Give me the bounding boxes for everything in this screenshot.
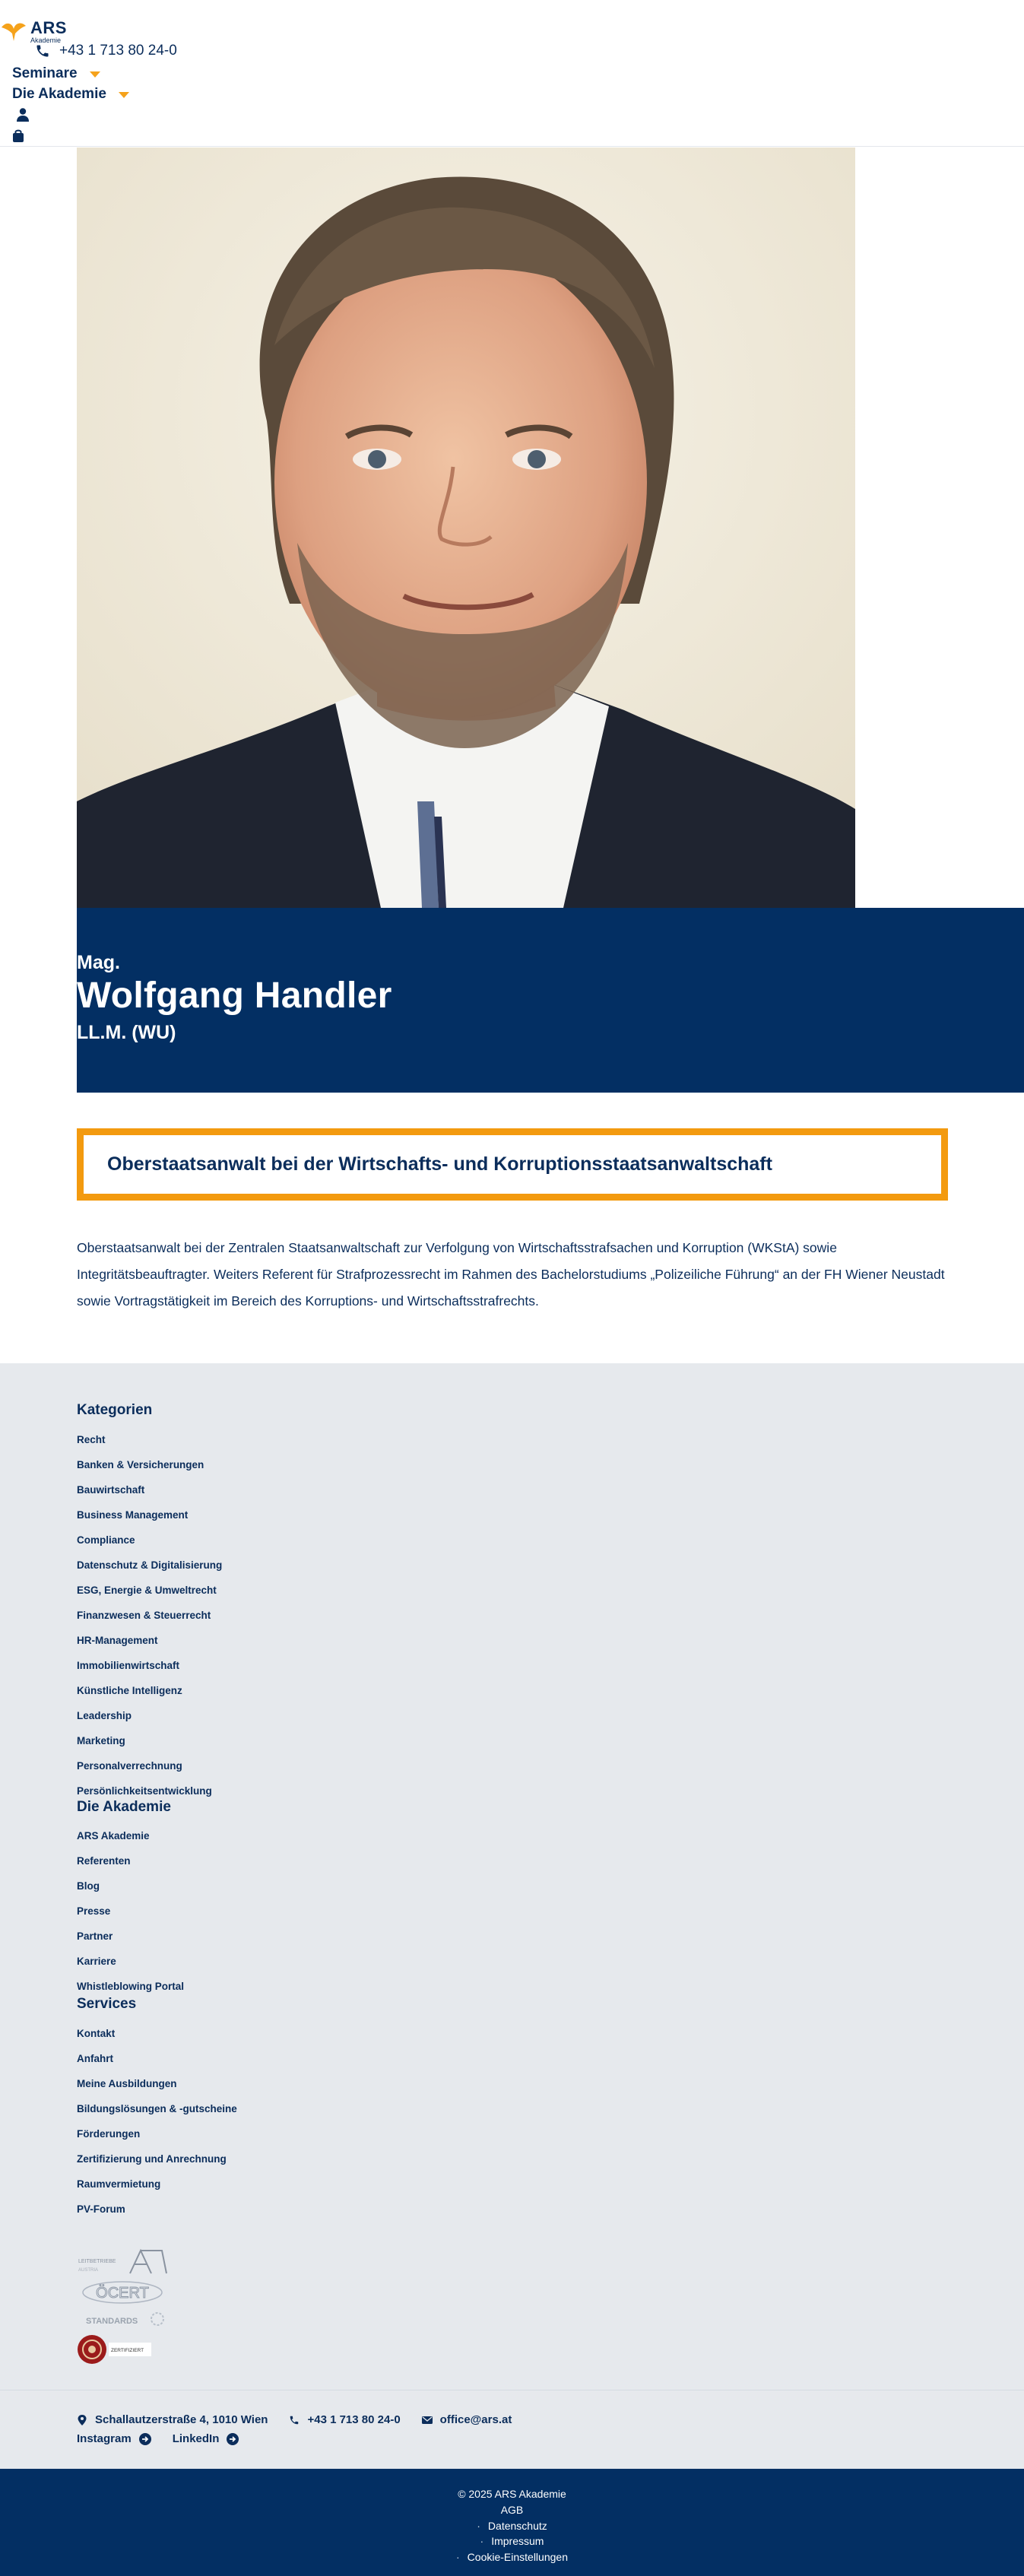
standards-logo xyxy=(77,2310,168,2330)
footer-services-title: Services xyxy=(77,1996,137,2012)
footer-link[interactable]: Leadership xyxy=(77,1710,132,1721)
footer-link[interactable]: Karriere xyxy=(77,1956,116,1967)
nav-seminare[interactable] xyxy=(12,65,100,82)
footer-link[interactable]: Personalverrechnung xyxy=(77,1760,182,1772)
nav-seminare-label: Seminare xyxy=(12,65,78,81)
bullet-icon: · xyxy=(456,2550,460,2563)
instagram-label: Instagram xyxy=(77,2432,132,2445)
phone-icon xyxy=(289,2415,300,2425)
logo-bird-icon xyxy=(0,20,27,43)
footer-link[interactable]: Meine Ausbildungen xyxy=(77,2078,177,2089)
contact-email[interactable] xyxy=(422,2413,512,2426)
legal-link-agb[interactable] xyxy=(0,2502,1024,2518)
footer-link[interactable]: Bauwirtschaft xyxy=(77,1484,145,1496)
footer-link[interactable]: Förderungen xyxy=(77,2128,141,2140)
footer-services-list xyxy=(77,2027,237,2228)
footer-link[interactable]: Whistleblowing Portal xyxy=(77,1981,184,1992)
footer-link[interactable]: Referenten xyxy=(77,1855,131,1867)
logo-title: ARS xyxy=(30,18,67,37)
footer-contact-bar xyxy=(0,2390,1024,2469)
legal-link-label: Datenschutz xyxy=(487,2519,547,2532)
legal-link-impressum[interactable] xyxy=(0,2533,1024,2549)
social-links xyxy=(77,2432,239,2445)
speaker-name: Wolfgang Handler xyxy=(77,976,392,1016)
legal-link-label: Impressum xyxy=(491,2535,544,2547)
contact-address-text: Schallautzerstraße 4, 1010 Wien xyxy=(95,2413,268,2426)
site-header xyxy=(0,0,1024,147)
footer-link[interactable]: PV-Forum xyxy=(77,2203,125,2215)
oecert-logo xyxy=(77,2279,168,2305)
map-pin-icon xyxy=(77,2415,87,2425)
linkedin-link[interactable] xyxy=(173,2432,239,2445)
footer-link[interactable]: Raumvermietung xyxy=(77,2178,161,2190)
logo[interactable] xyxy=(0,20,67,44)
footer-link[interactable]: Blog xyxy=(77,1880,100,1892)
instagram-link[interactable] xyxy=(77,2432,151,2445)
leitbetriebe-logo xyxy=(77,2248,168,2278)
svg-text:ZERTIFIZIERT: ZERTIFIZIERT xyxy=(111,2348,144,2353)
header-phone-number: +43 1 713 80 24-0 xyxy=(59,43,177,59)
copyright: © 2025 ARS Akademie xyxy=(458,2488,566,2500)
footer-link[interactable]: Zertifizierung und Anrechnung xyxy=(77,2153,227,2165)
bullet-icon: · xyxy=(480,2535,484,2547)
footer-kategorien-title: Kategorien xyxy=(77,1402,153,1418)
footer-link[interactable]: Finanzwesen & Steuerrecht xyxy=(77,1610,211,1621)
speaker-title-suffix: LL.M. (WU) xyxy=(77,1022,176,1043)
contact-phone-text: +43 1 713 80 24-0 xyxy=(307,2413,401,2426)
footer-link[interactable]: Kontakt xyxy=(77,2028,116,2039)
contact-email-text: office@ars.at xyxy=(439,2413,512,2426)
legal-link-label: AGB xyxy=(500,2504,524,2516)
legal-link-datenschutz[interactable] xyxy=(0,2518,1024,2534)
speaker-role: Oberstaatsanwalt bei der Wirtschafts- und Korruptionsstaatsanwaltschaft xyxy=(107,1153,772,1175)
envelope-icon xyxy=(422,2415,433,2425)
svg-text:LEITBETRIEBE: LEITBETRIEBE xyxy=(78,2259,116,2264)
speaker-bio: Oberstaatsanwalt bei der Zentralen Staatsanwaltschaft zur Verfolgung von Wirtschaftsstrafsachen und Korruption (WKStA) sowie Integritätsbeauftragter. Weiters Referent für Strafprozessrecht im Rahmen des Bachelorstudiums „Polizeiliche Führung“ an der FH Wiener Neustadt sowie Vortragstätigkeit im Bereich des Korruptions- und Wirtschaftsstrafrechts. xyxy=(77,1240,945,1309)
legal-link-label: Cookie-Einstellungen xyxy=(467,2550,568,2563)
footer-link[interactable]: Anfahrt xyxy=(77,2053,113,2064)
nav-die-akademie-label: Die Akademie xyxy=(12,86,106,102)
footer-link[interactable]: Business Management xyxy=(77,1509,189,1521)
footer-link[interactable]: Banken & Versicherungen xyxy=(77,1459,204,1470)
footer-link[interactable]: Bildungslösungen & -gutscheine xyxy=(77,2103,237,2114)
chevron-down-icon xyxy=(90,71,100,78)
svg-text:ÖCERT: ÖCERT xyxy=(96,2285,149,2302)
legal-links xyxy=(0,2502,1024,2565)
legal-link-cookie[interactable] xyxy=(0,2549,1024,2565)
legal-bar xyxy=(0,2469,1024,2576)
footer-link[interactable]: Presse xyxy=(77,1905,111,1917)
speaker-name-band xyxy=(77,908,1024,1093)
header-phone-link[interactable] xyxy=(35,43,177,59)
contact-row xyxy=(77,2413,512,2426)
contact-address[interactable] xyxy=(77,2413,268,2426)
contact-phone[interactable] xyxy=(289,2413,400,2426)
shopping-bag-icon[interactable] xyxy=(11,128,26,143)
footer-link[interactable]: HR-Management xyxy=(77,1635,158,1646)
arrow-right-circle-icon xyxy=(227,2433,239,2445)
nav-die-akademie[interactable] xyxy=(12,86,129,103)
svg-text:AUSTRIA: AUSTRIA xyxy=(78,2268,99,2273)
logo-subtitle: Akademie xyxy=(30,36,62,44)
footer-akademie-title: Die Akademie xyxy=(77,1799,171,1815)
footer-link[interactable]: ESG, Energie & Umweltrecht xyxy=(77,1585,217,1596)
footer-link[interactable]: Compliance xyxy=(77,1534,135,1546)
zertifiziert-seal-logo xyxy=(77,2333,168,2365)
footer-link[interactable]: ARS Akademie xyxy=(77,1830,150,1842)
footer-link[interactable]: Künstliche Intelligenz xyxy=(77,1685,182,1696)
arrow-right-circle-icon xyxy=(139,2433,151,2445)
portrait-image xyxy=(77,148,855,908)
svg-text:STANDARDS: STANDARDS xyxy=(86,2317,138,2326)
user-account-icon[interactable] xyxy=(15,107,30,122)
footer-link[interactable]: Recht xyxy=(77,1434,106,1445)
footer-kategorien-list xyxy=(77,1433,222,1810)
linkedin-label: LinkedIn xyxy=(172,2432,220,2445)
phone-icon xyxy=(35,43,50,59)
speaker-portrait xyxy=(77,148,855,908)
speaker-title-prefix: Mag. xyxy=(77,952,120,973)
footer-link[interactable]: Marketing xyxy=(77,1735,125,1746)
footer-akademie-list xyxy=(77,1829,184,2005)
footer-link[interactable]: Datenschutz & Digitalisierung xyxy=(77,1559,223,1571)
footer-link[interactable]: Partner xyxy=(77,1930,113,1942)
footer-link[interactable]: Persönlichkeitsentwicklung xyxy=(77,1785,212,1797)
chevron-down-icon xyxy=(119,92,129,98)
bullet-icon: · xyxy=(477,2519,480,2532)
speaker-role-box xyxy=(77,1128,948,1201)
footer-link[interactable]: Immobilienwirtschaft xyxy=(77,1660,180,1671)
site-footer xyxy=(0,1363,1024,2469)
